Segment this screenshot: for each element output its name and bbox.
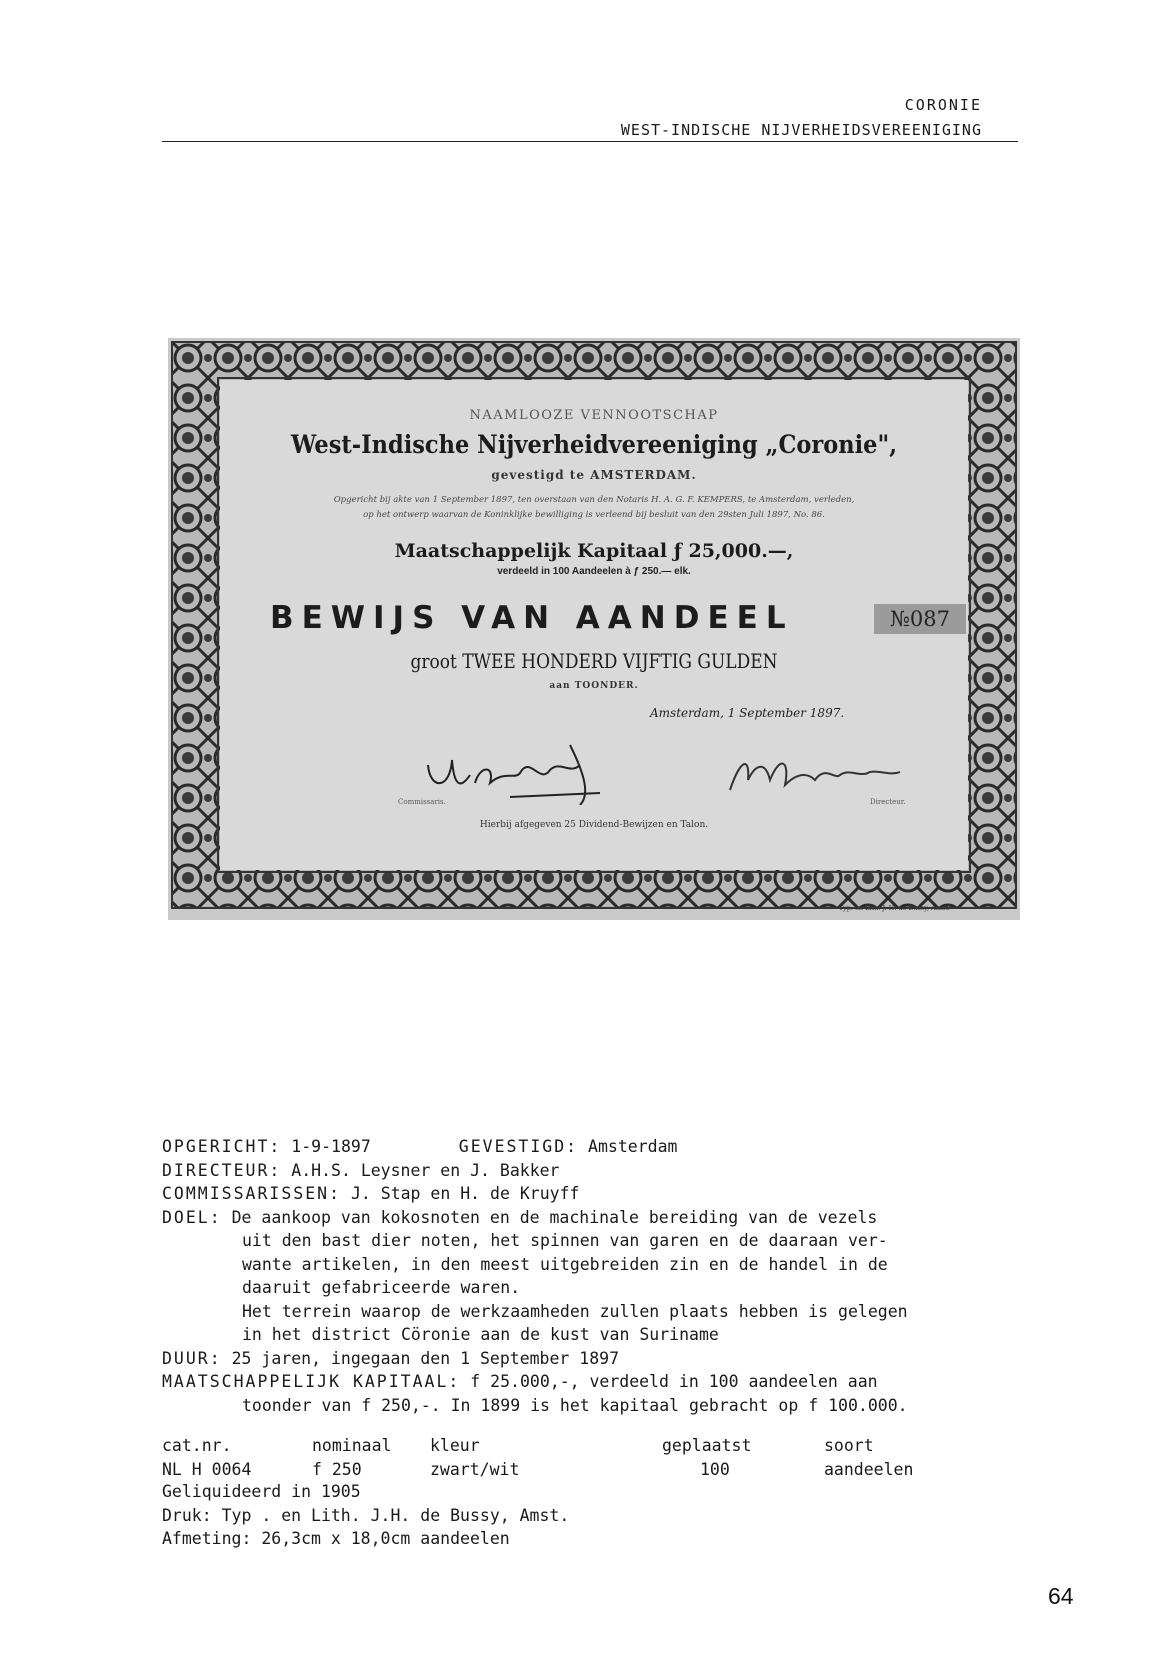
dimensions-note: Afmeting: 26,3cm x 18,0cm aandeelen — [162, 1529, 510, 1548]
kapitaal-value: f 25.000,-, verdeeld in 100 aandeelen aan — [470, 1372, 878, 1391]
table-cell: zwart/wit — [430, 1459, 520, 1479]
commissarissen-line — [162, 1182, 908, 1206]
certificate-capital: Maatschappelijk Kapitaal ƒ 25,000.—, — [394, 540, 794, 562]
table-header: kleur — [430, 1436, 480, 1455]
printer-note: Druk: Typ . en Lith. J.H. de Bussy, Amst. — [162, 1505, 570, 1525]
doel-label: DOEL: — [162, 1207, 222, 1227]
doel-text-line: uit den bast dier noten, het spinnen van garen en de daaraan ver- — [242, 1231, 888, 1250]
duur-value: 25 jaren, ingegaan den 1 September 1897 — [231, 1348, 620, 1368]
certificate-value: groot TWEE HONDERD VIJFTIG GULDEN — [410, 649, 778, 673]
share-certificate-image — [168, 338, 1020, 920]
gevestigd-label: GEVESTIGD: — [458, 1137, 579, 1156]
doel-text-line: wante artikelen, in den meest uitgebreiden zin en de handel in de — [242, 1254, 888, 1274]
table-header: nominaal — [312, 1436, 392, 1455]
kapitaal-line — [162, 1370, 908, 1394]
opgericht-label: OPGERICHT: — [162, 1137, 282, 1156]
table-cell: 100 — [700, 1459, 730, 1479]
table-cell: NL H 0064 — [162, 1459, 252, 1479]
certificate-seat: gevestigd te AMSTERDAM. — [491, 468, 697, 482]
header-subtitle: WEST-INDISCHE NIJVERHEIDSVEREENIGING — [620, 121, 982, 139]
certificate-body — [220, 380, 968, 870]
kapitaal-label: MAATSCHAPPELIJK KAPITAAL: — [162, 1372, 461, 1391]
directeur-label: Directeur. — [870, 798, 906, 806]
doel-text-line: in het district Cöronie aan de kust van Suriname — [242, 1325, 719, 1344]
certificate-founding-note-1: Opgericht bij akte van 1 September 1897, ten overstaan van den Notaris H. A. G. F. KEMPERS, te Amsterdam, verleden, — [333, 495, 855, 505]
doel-line — [162, 1206, 908, 1230]
company-info — [162, 1135, 908, 1417]
certificate-title: BEWIJS VAN AANDEEL — [270, 600, 794, 636]
page-number: 64 — [1048, 1583, 1074, 1609]
certificate-shares-division: verdeeld in 100 Aandeelen à ƒ 250.— elk. — [497, 566, 691, 577]
gevestigd-value: Amsterdam — [588, 1137, 678, 1156]
directeur-line — [162, 1159, 908, 1183]
table-cell: aandeelen — [824, 1459, 914, 1479]
duur-label: DUUR: — [162, 1348, 222, 1368]
table-header: soort — [824, 1436, 874, 1455]
certificate-number: №087 — [874, 604, 966, 634]
certificate-date: Amsterdam, 1 September 1897. — [650, 706, 845, 720]
certificate-founding-note-2: op het ontwerp waarvan de Koninklijke bewilliging is verleend bij besluit van den 29sten Juli 1897, No. 86. — [363, 510, 825, 520]
table-cell: f 250 — [312, 1459, 362, 1479]
table-header: cat.nr. — [162, 1436, 232, 1455]
opgericht-value: 1-9-1897 — [291, 1137, 371, 1156]
doel-text-line: Het terrein waarop de werkzaamheden zullen plaats hebben is gelegen — [242, 1301, 908, 1321]
directeur-value: A.H.S. Leysner en J. Bakker — [291, 1160, 560, 1180]
notes — [162, 1480, 569, 1551]
kapitaal-line-2: toonder van f 250,-. In 1899 is het kapitaal gebracht op f 100.000. — [242, 1395, 908, 1415]
commissarissen-label: COMMISSARISSEN: — [162, 1184, 342, 1203]
directeur-signature — [720, 750, 910, 800]
commissaris-label: Commissaris. — [398, 798, 446, 806]
table-header: geplaatst — [662, 1436, 752, 1455]
liquidation-note: Geliquideerd in 1905 — [162, 1482, 361, 1501]
header-rule — [162, 141, 1018, 142]
duur-line — [162, 1347, 908, 1371]
commissaris-signature — [420, 735, 620, 805]
certificate-printer: Typ. en Lith. J. H. de Bussy, Amst. — [838, 904, 950, 912]
commissarissen-value: J. Stap en H. de Kruyff — [350, 1184, 580, 1203]
opgericht-line — [162, 1135, 908, 1159]
doel-text-line: daaruit gefabriceerde waren. — [242, 1278, 521, 1297]
directeur-label-text: DIRECTEUR: — [162, 1160, 282, 1180]
certificate-bearer: aan TOONDER. — [549, 681, 639, 691]
doel-text-line: De aankoop van kokosnoten en de machinale bereiding van de vezels — [231, 1207, 878, 1227]
certificate-coupon-note: Hierbij afgegeven 25 Dividend-Bewijzen en Talon. — [479, 820, 709, 830]
certificate-company-name: West-Indische Nijverheidvereeniging „Coronie", — [290, 430, 898, 459]
header-title: CORONIE — [904, 96, 982, 114]
certificate-company-type: NAAMLOOZE VENNOOTSCHAP — [469, 408, 719, 423]
